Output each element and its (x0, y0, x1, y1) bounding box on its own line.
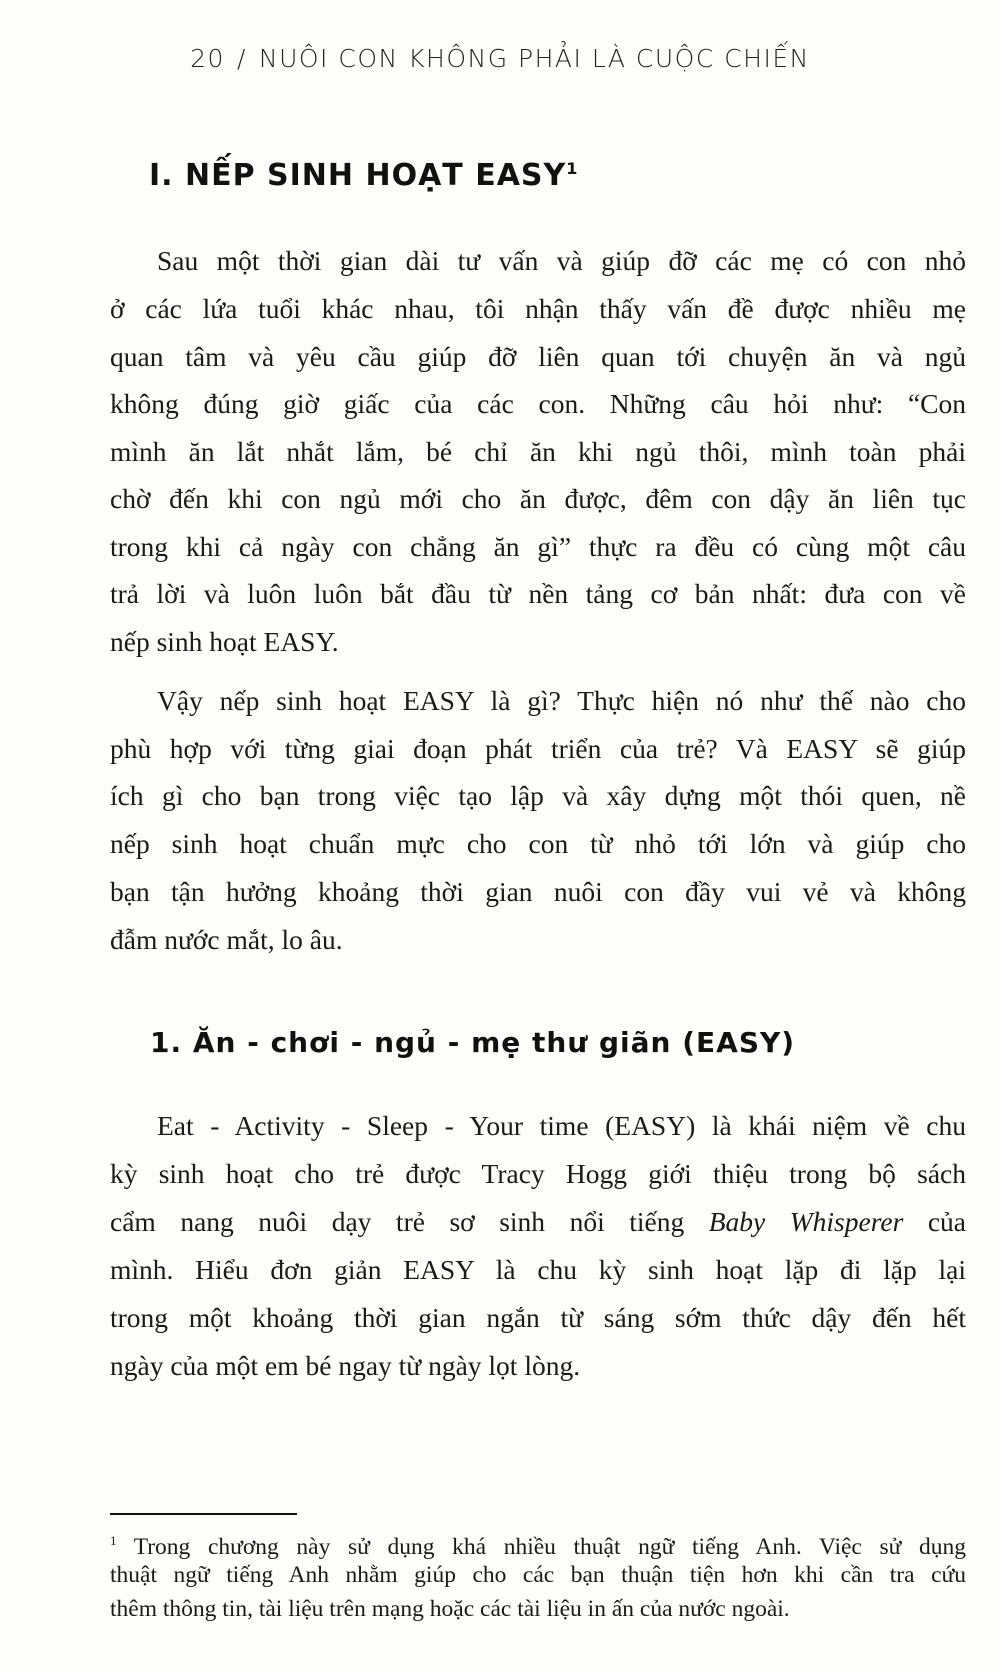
text-span: của (903, 1206, 966, 1237)
text-line: mình ăn lắt nhắt lắm, bé chỉ ăn khi ngủ thôi, mình toàn phải (110, 436, 966, 467)
text-line: trong khi cả ngày con chẳng ăn gì” thực ra đều có cùng một câu (110, 531, 966, 562)
text-line: Eat - Activity - Sleep - Your time (EASY) là khái niệm về chu (157, 1110, 966, 1141)
text-line: mình. Hiểu đơn giản EASY là chu kỳ sinh hoạt lặp đi lặp lại (110, 1254, 966, 1285)
footnote-line: thêm thông tin, tài liệu trên mạng hoặc các tài liệu in ấn của nước ngoài. (110, 1596, 790, 1622)
footnote-reference: 1 (566, 159, 579, 178)
book-title: NUÔI CON KHÔNG PHẢI LÀ CUỘC CHIẾN (258, 44, 810, 73)
text-line: Vậy nếp sinh hoạt EASY là gì? Thực hiện nó như thế nào cho (157, 685, 966, 716)
section-heading (149, 158, 578, 193)
text-line: nếp sinh hoạt chuẩn mực cho con từ nhỏ tới lớn và giúp cho (110, 828, 966, 859)
text-line: ngày của một em bé ngay từ ngày lọt lòng. (110, 1350, 581, 1381)
section-heading-text: I. NẾP SINH HOẠT EASY (149, 158, 567, 193)
text-line: đẫm nước mắt, lo âu. (110, 924, 343, 955)
header-separator: / (236, 44, 247, 73)
text-span: cẩm nang nuôi dạy trẻ sơ sinh nổi tiếng (110, 1206, 709, 1237)
footnote-mark: 1 (110, 1533, 117, 1548)
text-line: Sau một thời gian dài tư vấn và giúp đỡ các mẹ có con nhỏ (157, 245, 966, 276)
text-line: trong một khoảng thời gian ngắn từ sáng sớm thức dậy đến hết (110, 1302, 966, 1333)
text-line: phù hợp với từng giai đoạn phát triển của trẻ? Và EASY sẽ giúp (110, 733, 966, 764)
text-line: không đúng giờ giấc của các con. Những câu hỏi như: “Con (110, 388, 966, 419)
text-line: quan tâm và yêu cầu giúp đỡ liên quan tới chuyện ăn và ngủ (110, 341, 966, 372)
footnote-line: thuật ngữ tiếng Anh nhằm giúp cho các bạn thuận tiện hơn khi cần tra cứu (110, 1562, 966, 1588)
text-line: chờ đến khi con ngủ mới cho ăn được, đêm con dậy ăn liên tục (110, 483, 966, 514)
running-header (0, 44, 1000, 73)
book-title-italic: Baby Whisperer (708, 1206, 904, 1237)
text-line: kỳ sinh hoạt cho trẻ được Tracy Hogg giới thiệu trong bộ sách (110, 1158, 966, 1189)
subsection-heading: 1. Ăn - chơi - ngủ - mẹ thư giãn (EASY) (150, 1026, 796, 1059)
footnote-text: Trong chương này sử dụng khá nhiều thuật ngữ tiếng Anh. Việc sử dụng (116, 1533, 966, 1560)
text-line: ở các lứa tuổi khác nhau, tôi nhận thấy vấn đề được nhiều mẹ (110, 293, 966, 324)
text-line: nếp sinh hoạt EASY. (110, 626, 339, 657)
text-line: trả lời và luôn luôn bắt đầu từ nền tảng cơ bản nhất: đưa con về (110, 578, 966, 609)
text-line: bạn tận hưởng khoảng thời gian nuôi con đầy vui vẻ và không (110, 876, 966, 907)
footnote-divider (110, 1513, 297, 1515)
page-number: 20 (190, 44, 225, 73)
footnote-line (110, 1526, 966, 1562)
text-line (110, 1205, 966, 1239)
text-line: ích gì cho bạn trong việc tạo lập và xây dựng một thói quen, nề (110, 780, 966, 811)
